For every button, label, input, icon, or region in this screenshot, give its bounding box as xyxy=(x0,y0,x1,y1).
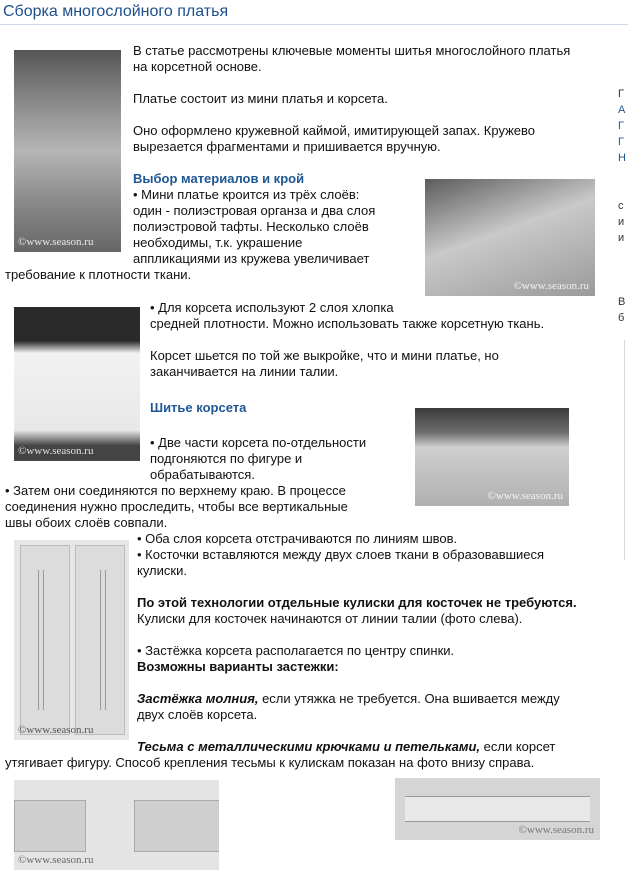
photo-tape-attachment xyxy=(395,778,600,840)
variant-zipper-text: двух слоёв корсета. xyxy=(137,707,258,722)
variant-zipper-label: Застёжка молния, xyxy=(137,691,259,706)
sidebar-border xyxy=(624,340,625,560)
watermark: ©www.season.ru xyxy=(18,236,94,248)
sidebar-fragment: и xyxy=(618,232,625,244)
sidebar-link-fragment[interactable]: Г xyxy=(618,120,624,132)
materials-line: необходимы, т.к. украшение xyxy=(133,235,303,250)
watermark: ©www.season.ru xyxy=(487,490,563,502)
photo-boning-channels xyxy=(14,540,129,740)
watermark: ©www.season.ru xyxy=(518,824,594,836)
sidebar-link-fragment[interactable]: Г xyxy=(618,136,624,148)
watermark: ©www.season.ru xyxy=(18,724,94,736)
watermark: ©www.season.ru xyxy=(18,854,94,866)
materials-line: • Мини платье кроится из трёх слоёв: xyxy=(133,187,360,202)
corset-line: • Для корсета используют 2 слоя хлопка xyxy=(150,300,394,315)
sewing-line: • Оба слоя корсета отстрачиваются по линиям швов. xyxy=(137,531,458,546)
photo-lace-dress xyxy=(14,50,121,252)
title-divider xyxy=(0,24,628,25)
variant-hooks-text: если корсет xyxy=(480,739,556,754)
intro-line-5: вырезается фрагментами и пришивается вручную. xyxy=(133,139,441,154)
sewing-line: • Косточки вставляются между двух слоев ткани в образовавшиеся xyxy=(137,547,545,562)
heading-corset-sewing: Шитье корсета xyxy=(150,400,247,415)
page-title: Сборка многослойного платья xyxy=(3,3,229,20)
materials-line: один - полиэстровая органза и два слоя xyxy=(133,203,376,218)
sewing-line: соединения нужно проследить, чтобы все вертикальные xyxy=(5,499,348,514)
sidebar-fragment: б xyxy=(618,312,625,324)
sidebar-fragment: с xyxy=(618,200,624,212)
variant-hooks-text: утягивает фигуру. Способ крепления тесьмы к кулискам показан на фото внизу справа. xyxy=(5,755,535,770)
corset-line: Корсет шьется по той же выкройке, что и мини платье, но xyxy=(150,348,499,363)
sewing-line: обрабатываются. xyxy=(150,467,255,482)
intro-line-3: Платье состоит из мини платья и корсета. xyxy=(133,91,388,106)
photo-hook-tape xyxy=(14,780,219,870)
sewing-line: кулиски. xyxy=(137,563,187,578)
sidebar-fragment: и xyxy=(618,216,625,228)
intro-line-2: на корсетной основе. xyxy=(133,59,262,74)
photo-corset-fitting xyxy=(415,408,569,506)
bold-note: По этой технологии отдельные кулиски для косточек не требуются. xyxy=(137,595,577,610)
sidebar-link-fragment[interactable]: А xyxy=(618,104,626,116)
photo-corset xyxy=(14,307,140,461)
watermark: ©www.season.ru xyxy=(18,445,94,457)
zipper-line: • Застёжка корсета располагается по центру спинки. xyxy=(137,643,455,658)
corset-line: заканчивается на линии талии. xyxy=(150,364,339,379)
photo-dress-layers xyxy=(425,179,595,296)
materials-line: аппликациями из кружева увеличивает xyxy=(133,251,370,266)
corset-line: средней плотности. Можно использовать также корсетную ткань. xyxy=(150,316,545,331)
watermark: ©www.season.ru xyxy=(513,280,589,292)
sewing-line: швы обоих слоёв совпали. xyxy=(5,515,168,530)
heading-materials: Выбор материалов и крой xyxy=(133,171,305,186)
intro-line-4: Оно оформлено кружевной каймой, имитирующей запах. Кружево xyxy=(133,123,536,138)
sewing-line: • Затем они соединяются по верхнему краю. В процессе xyxy=(5,483,346,498)
sewing-line: подгоняются по фигуре и xyxy=(150,451,303,466)
materials-line: полиэстровой тафты. Несколько слоёв xyxy=(133,219,369,234)
variant-zipper-text: если утяжка не требуется. Она вшивается между xyxy=(258,691,560,706)
sewing-line: • Две части корсета по-отдельности xyxy=(150,435,367,450)
sidebar-fragment: Г xyxy=(618,88,624,100)
materials-line: требование к плотности ткани. xyxy=(5,267,192,282)
sidebar-link-fragment[interactable]: Н xyxy=(618,152,626,164)
sidebar-fragment: В xyxy=(618,296,626,308)
intro-line-1: В статье рассмотрены ключевые моменты шитья многослойного платья xyxy=(133,43,571,58)
variant-hooks-label: Тесьма с металлическими крючками и петельками, xyxy=(137,739,481,754)
variants-heading: Возможны варианты застежки: xyxy=(137,659,339,674)
note-line: Кулиски для косточек начинаются от линии талии (фото слева). xyxy=(137,611,523,626)
